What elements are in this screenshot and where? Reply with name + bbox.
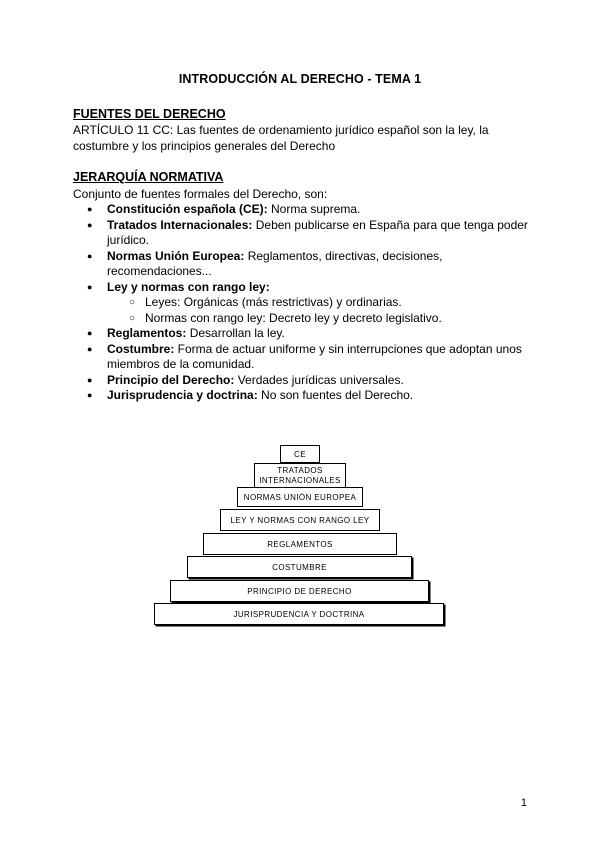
sub-list-item: ○ Leyes: Orgánicas (más restrictivas) y ordinarias. <box>107 295 543 311</box>
section-heading-fuentes: FUENTES DEL DERECHO <box>73 107 226 121</box>
jerarquia-intro: Conjunto de fuentes formales del Derecho, son: <box>73 187 328 201</box>
pyramid-level-tratados: TRATADOS INTERNACIONALES <box>254 463 346 489</box>
list-item-desc: Reglamentos, directivas, decisiones, recomendaciones... <box>107 248 443 278</box>
pyramid-level-ce: CE <box>280 445 320 463</box>
pyramid-level-normas-ue: NORMAS UNIÓN EUROPEA <box>237 487 363 507</box>
list-item-term: Principio del Derecho: <box>107 372 235 387</box>
list-item-term: Ley y normas con rango ley: <box>107 279 270 294</box>
list-item-term: Jurisprudencia y doctrina: <box>107 388 258 402</box>
list-item-term: Reglamentos: <box>107 326 187 340</box>
list-item-desc: No son fuentes del Derecho. <box>257 388 414 402</box>
list-item-desc: Verdades jurídicas universales. <box>234 372 404 387</box>
pyramid-level-reglamentos: REGLAMENTOS <box>203 533 397 555</box>
pyramid-level-costumbre: COSTUMBRE <box>187 556 412 578</box>
section-heading-jerarquia: JERARQUÍA NORMATIVA <box>73 170 224 184</box>
list-item-term: Normas Unión Europea: <box>107 248 245 263</box>
list-item-desc: Deben publicarse en España para que tenga poder jurídico. <box>107 217 528 247</box>
pyramid-level-jurisprudencia: JURISPRUDENCIA Y DOCTRINA <box>154 603 444 625</box>
pyramid-level-principio: PRINCIPIO DE DERECHO <box>170 580 429 602</box>
list-item-term: Tratados Internacionales: <box>107 217 253 232</box>
page-number: 1 <box>520 797 527 809</box>
sub-list-item: ○ Normas con rango ley: Decreto ley y decreto legislativo. <box>107 311 543 327</box>
list-item-desc: Norma suprema. <box>267 202 361 216</box>
list-item-desc: Forma de actuar uniforme y sin interrupciones que adoptan unos miembros de la comunidad. <box>107 341 522 371</box>
list-item-desc: Desarrollan la ley. <box>186 326 285 340</box>
list-item-term: Constitución española (CE): <box>107 202 268 216</box>
fuentes-line-2: costumbre y los principios generales del Derecho <box>73 139 336 153</box>
fuentes-line-1: ARTÍCULO 11 CC: Las fuentes de ordenamiento jurídico español son la ley, la <box>73 123 489 137</box>
list-item-term: Costumbre: <box>107 341 175 356</box>
pyramid-level-ley: LEY Y NORMAS CON RANGO LEY <box>220 509 380 531</box>
document-title: INTRODUCCIÓN AL DERECHO - TEMA 1 <box>178 72 422 86</box>
